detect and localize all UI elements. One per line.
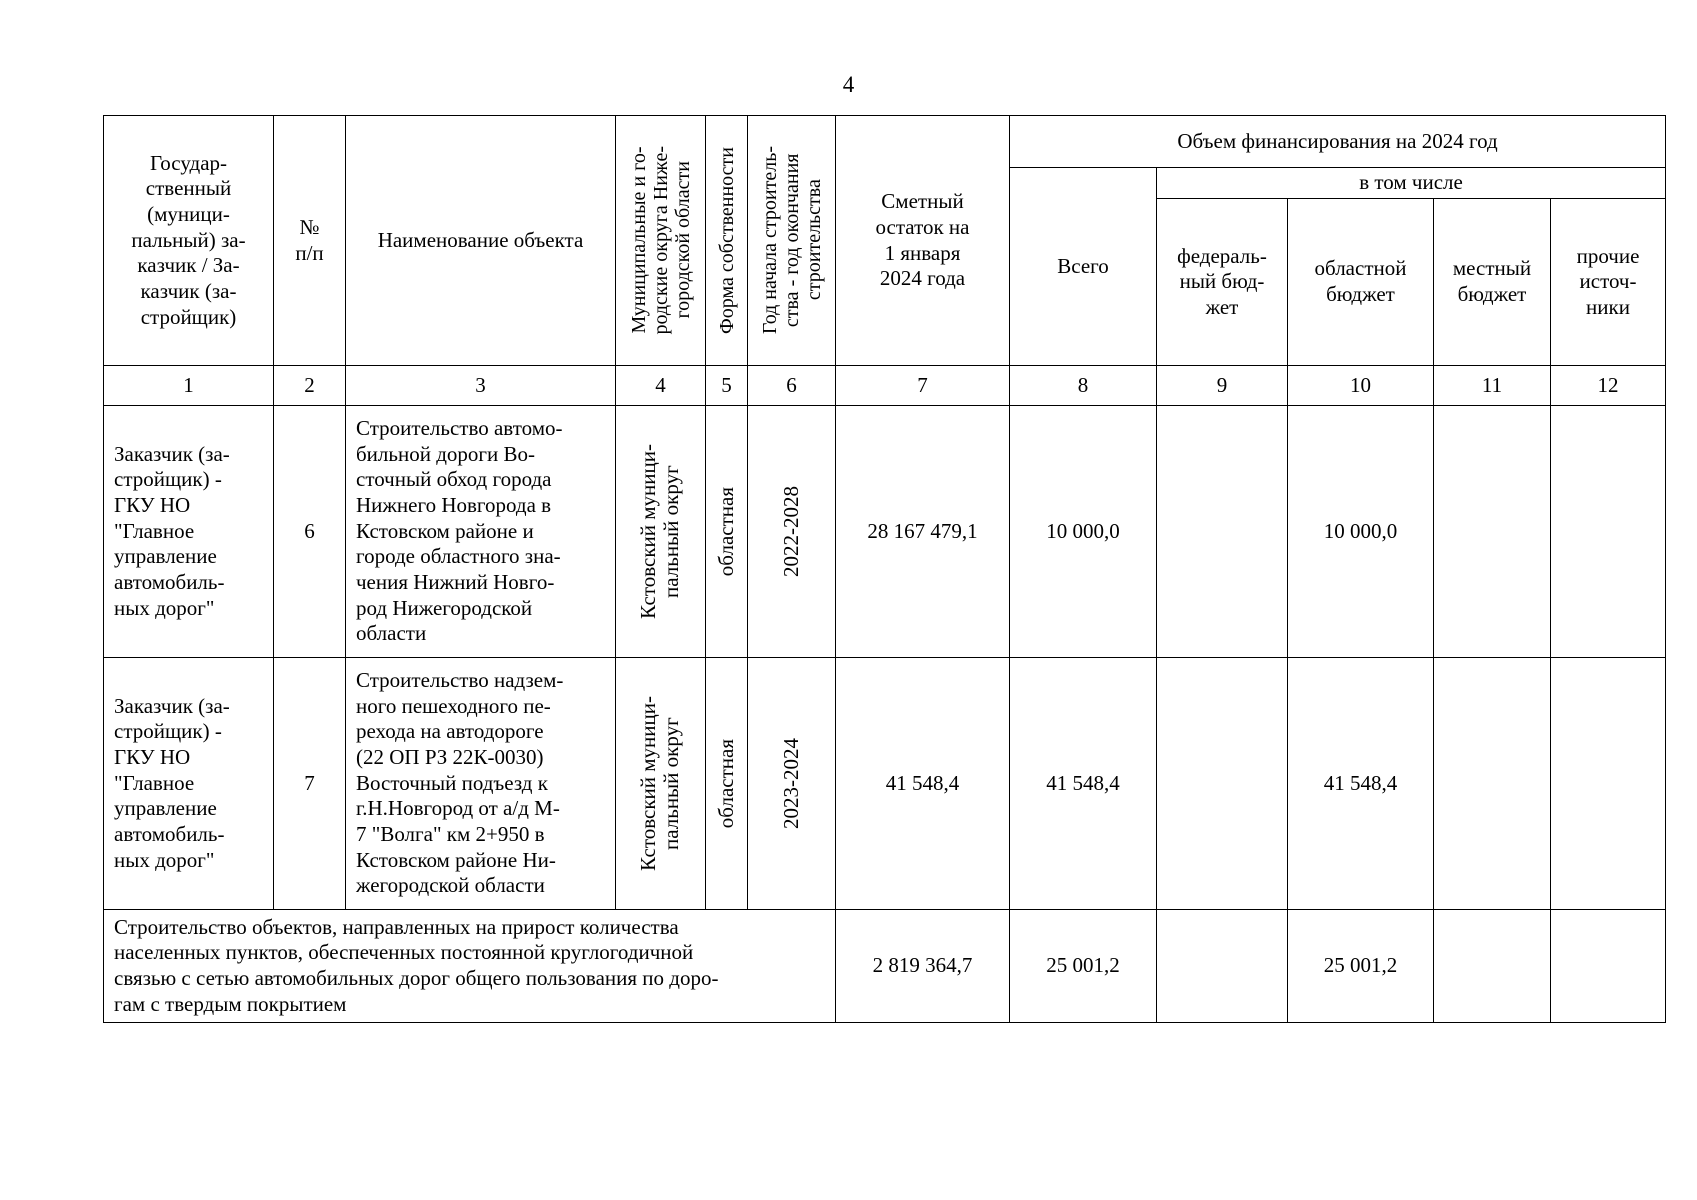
row-estimate: 41 548,4 bbox=[836, 658, 1010, 910]
column-numbers-row bbox=[104, 366, 1666, 406]
column-number: 8 bbox=[1010, 366, 1157, 406]
row-years: 2023-2024 bbox=[748, 658, 836, 910]
summary-total: 25 001,2 bbox=[1010, 910, 1157, 1023]
header-total: Всего bbox=[1010, 168, 1157, 366]
row-local bbox=[1434, 406, 1551, 658]
page-number: 4 bbox=[842, 72, 855, 97]
header-federal: федераль- ный бюд- жет bbox=[1157, 199, 1288, 366]
header-regional: областной бюджет bbox=[1288, 199, 1434, 366]
row-estimate: 28 167 479,1 bbox=[836, 406, 1010, 658]
summary-local bbox=[1434, 910, 1551, 1023]
column-number: 11 bbox=[1434, 366, 1551, 406]
summary-federal bbox=[1157, 910, 1288, 1023]
summary-other bbox=[1551, 910, 1666, 1023]
table-row bbox=[104, 406, 1666, 658]
row-ownership: областная bbox=[706, 658, 748, 910]
row-ownership: областная bbox=[706, 406, 748, 658]
row-regional: 41 548,4 bbox=[1288, 658, 1434, 910]
row-object-name: Строительство автомо- бильной дороги Во- сточный обход города Нижнего Новгорода в Кстовском районе и городе областного зна- чения Нижний Новго- род Нижегородской области bbox=[346, 406, 616, 658]
summary-regional: 25 001,2 bbox=[1288, 910, 1434, 1023]
row-regional: 10 000,0 bbox=[1288, 406, 1434, 658]
row-municipality: Кстовский муници- пальный округ bbox=[616, 406, 706, 658]
row-federal bbox=[1157, 406, 1288, 658]
header-local: местный бюджет bbox=[1434, 199, 1551, 366]
header-ownership: Форма собственности bbox=[706, 116, 748, 366]
row-municipality: Кстовский муници- пальный округ bbox=[616, 658, 706, 910]
header-customer: Государ- ственный (муници- пальный) за- казчик / За- казчик (за- стройщик) bbox=[104, 116, 274, 366]
row-other bbox=[1551, 658, 1666, 910]
summary-label: Строительство объектов, направленных на прирост количества населенных пунктов, обеспеченных постоянной круглогодичной связью с сетью автомобильных дорог общего пользования по доро- гам с твердым покрытием bbox=[104, 910, 836, 1023]
summary-row bbox=[104, 910, 1666, 1023]
row-object-name: Строительство надзем- ного пешеходного пе- рехода на автодороге (22 ОП РЗ 22К-0030) Восточный подъезд к г.Н.Новгород от а/д М- 7 "Волга" км 2+950 в Кстовском районе Ни- жегородской области bbox=[346, 658, 616, 910]
header-municipality: Муниципальные и го- родские округа Ниже- городской области bbox=[616, 116, 706, 366]
column-number: 9 bbox=[1157, 366, 1288, 406]
column-number: 5 bbox=[706, 366, 748, 406]
summary-estimate: 2 819 364,7 bbox=[836, 910, 1010, 1023]
header-years: Год начала строитель- ства - год окончания строительства bbox=[748, 116, 836, 366]
header-object-name: Наименование объекта bbox=[346, 116, 616, 366]
row-customer: Заказчик (за- стройщик) - ГКУ НО "Главное управление автомобиль- ных дорог" bbox=[104, 406, 274, 658]
header-num: № п/п bbox=[274, 116, 346, 366]
column-number: 2 bbox=[274, 366, 346, 406]
column-number: 4 bbox=[616, 366, 706, 406]
column-number: 7 bbox=[836, 366, 1010, 406]
header-financing: Объем финансирования на 2024 год bbox=[1010, 116, 1666, 168]
column-number: 10 bbox=[1288, 366, 1434, 406]
row-years: 2022-2028 bbox=[748, 406, 836, 658]
column-number: 12 bbox=[1551, 366, 1666, 406]
row-federal bbox=[1157, 658, 1288, 910]
row-num: 7 bbox=[274, 658, 346, 910]
row-total: 10 000,0 bbox=[1010, 406, 1157, 658]
row-num: 6 bbox=[274, 406, 346, 658]
header-estimate: Сметный остаток на 1 января 2024 года bbox=[836, 116, 1010, 366]
column-number: 3 bbox=[346, 366, 616, 406]
column-number: 1 bbox=[104, 366, 274, 406]
header-row-1 bbox=[104, 116, 1666, 168]
header-including: в том числе bbox=[1157, 168, 1666, 199]
row-customer: Заказчик (за- стройщик) - ГКУ НО "Главное управление автомобиль- ных дорог" bbox=[104, 658, 274, 910]
row-other bbox=[1551, 406, 1666, 658]
financing-table bbox=[103, 115, 1666, 1023]
header-other: прочие источ- ники bbox=[1551, 199, 1666, 366]
row-total: 41 548,4 bbox=[1010, 658, 1157, 910]
table-row bbox=[104, 658, 1666, 910]
row-local bbox=[1434, 658, 1551, 910]
column-number: 6 bbox=[748, 366, 836, 406]
